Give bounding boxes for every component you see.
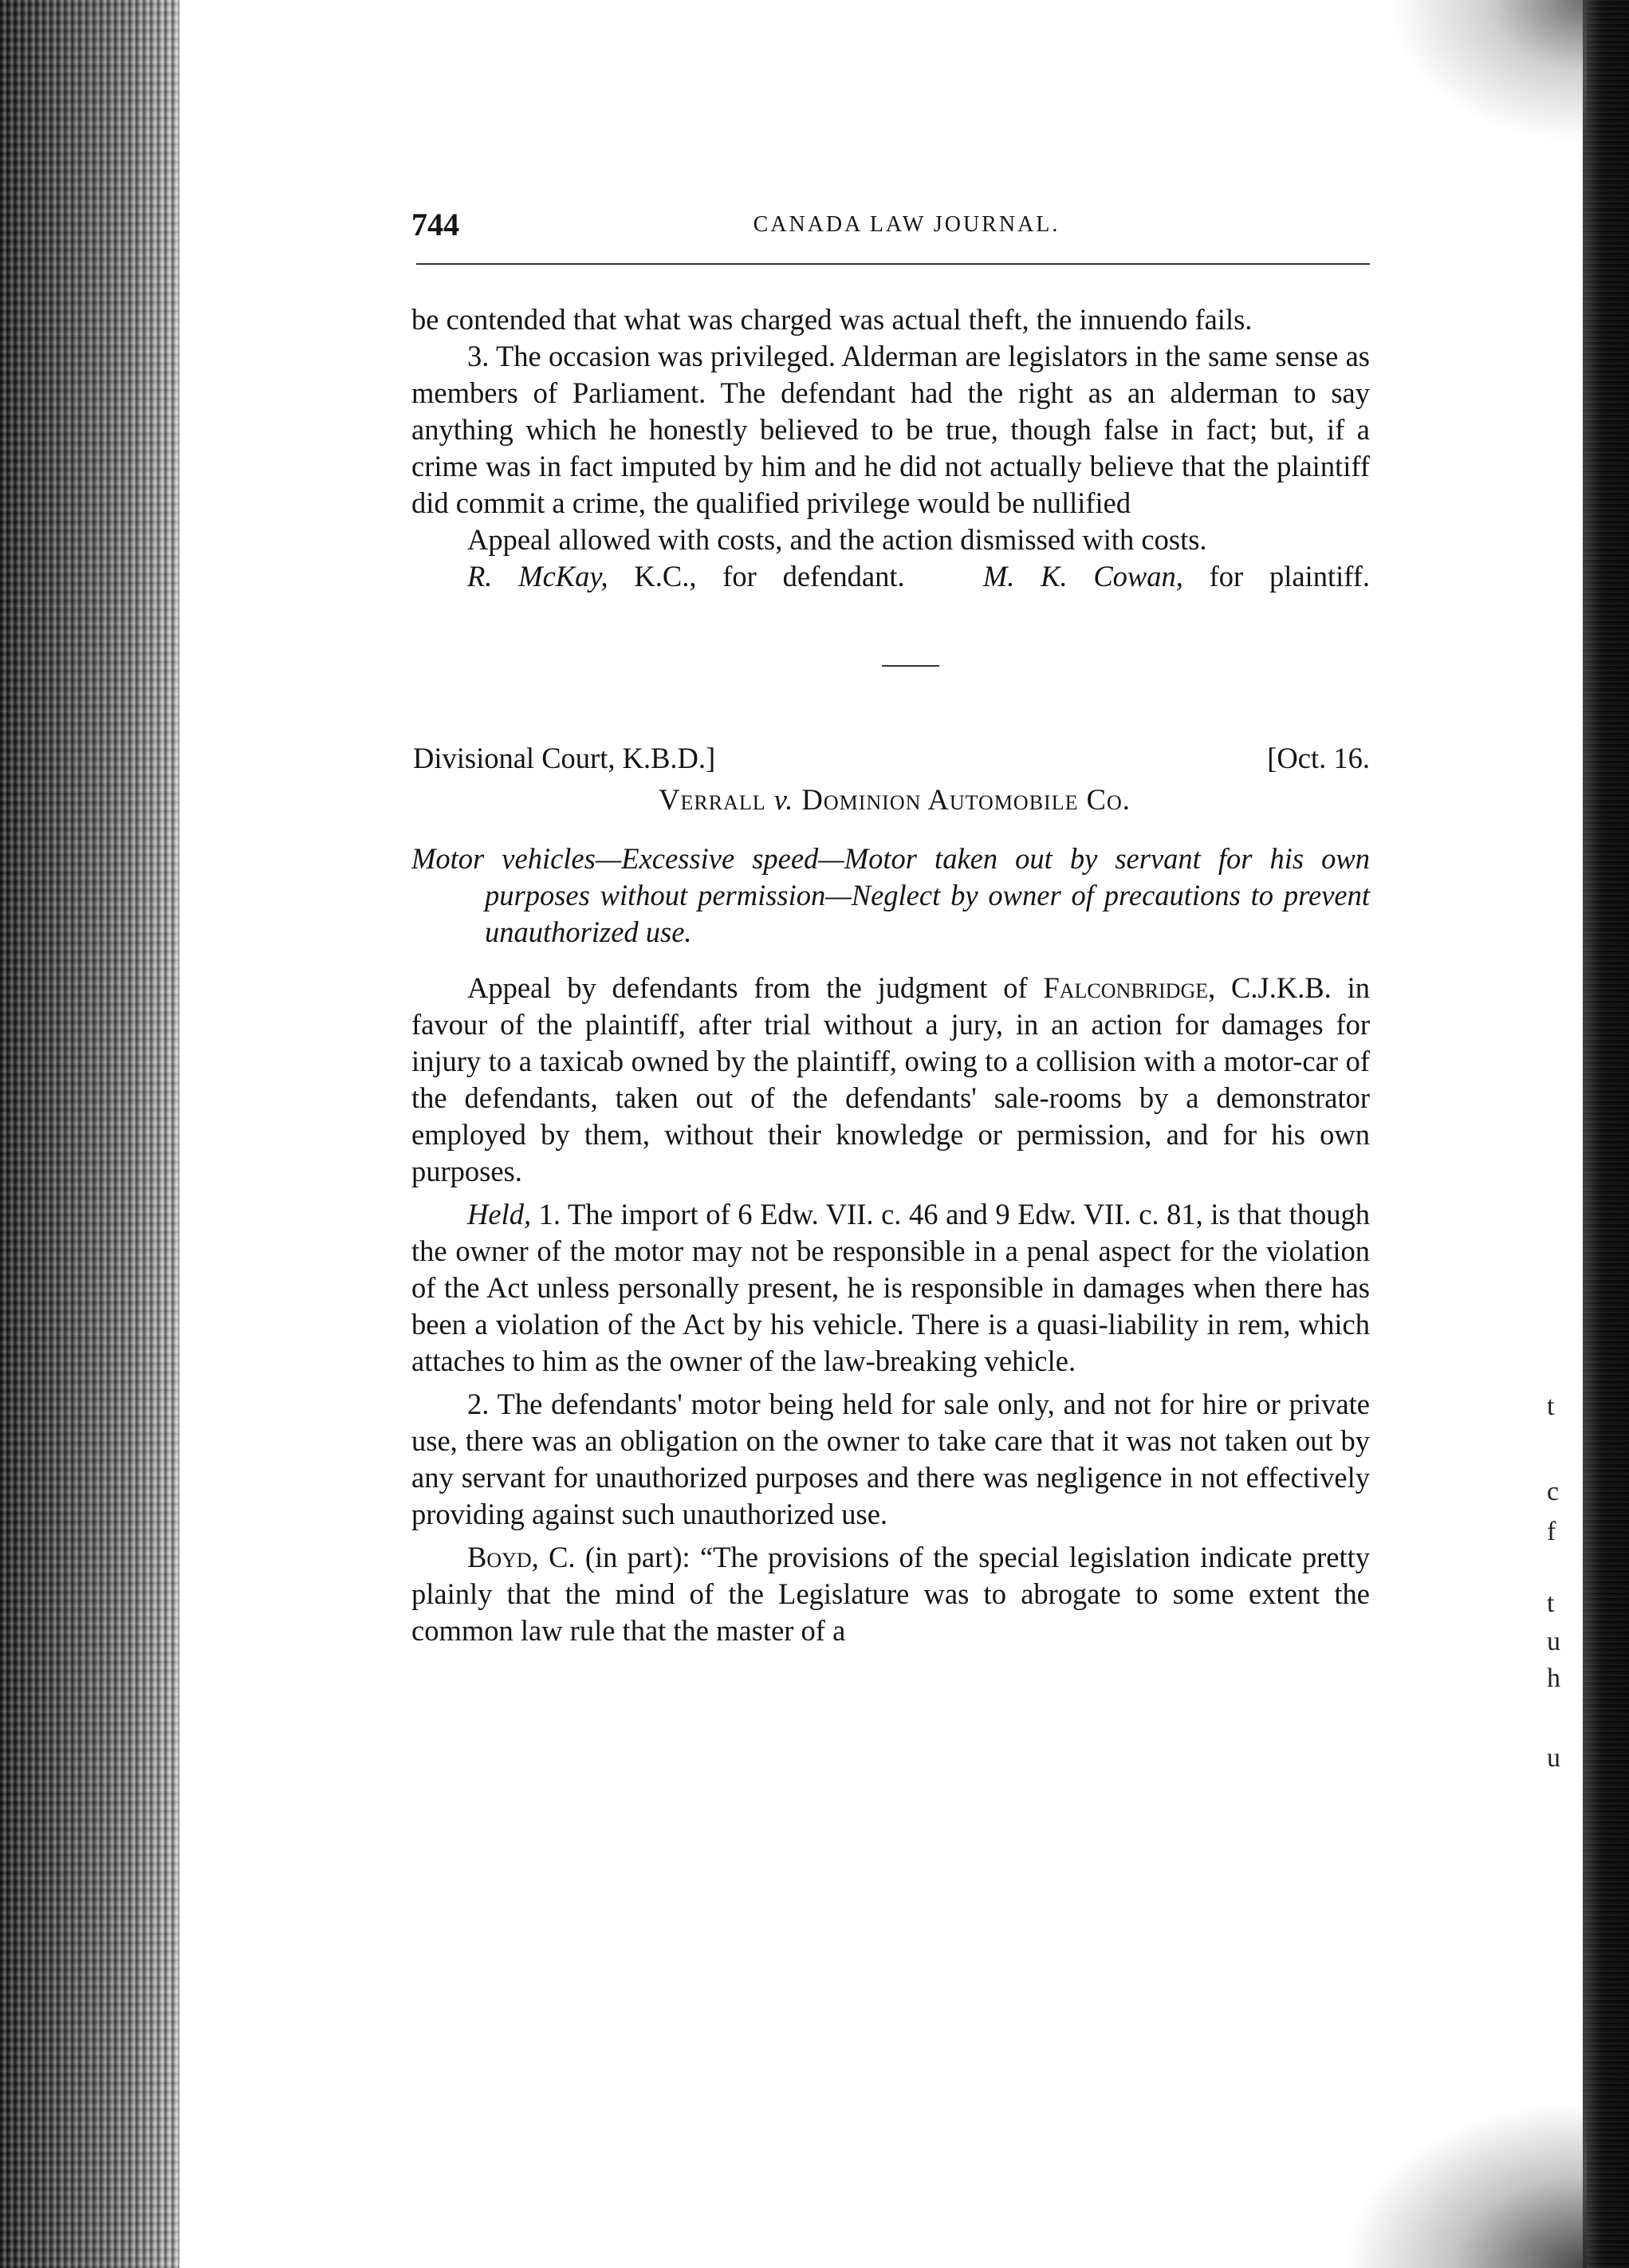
case-versus: v. — [765, 783, 802, 816]
judgment-text: (in part): “The provisions of the special legislation indicate pretty plainly that the mind of the Legislature was to abrogate to some extent the common law rule that the master of a — [411, 1541, 1370, 1647]
running-head: CANADA LAW JOURNAL. — [753, 212, 1060, 237]
appeal-text-cont: C.J.K.B. in favour of the plaintiff, after trial without a jury, in an action for damages for injury to a taxicab owned by the plaintiff, owing to a collision with a motor-car of the defendants, taken out of the defendants' sale-rooms by a demonstrator employed by them, without their knowledge or permission, and for his own purposes. — [411, 971, 1370, 1187]
case-party-plaintiff: Verrall — [659, 783, 766, 816]
trial-judge: Falconbridge, — [1043, 971, 1216, 1004]
court-name: Divisional Court, K.B.D.] — [413, 742, 716, 774]
counsel-defendant-name: R. McKay, — [467, 560, 608, 593]
judge-name: Boyd, C. — [467, 1541, 576, 1573]
held-paragraph-1 — [411, 1196, 1370, 1380]
prev-case-disposition: Appeal allowed with costs, and the action dismissed with costs. — [467, 523, 1207, 556]
body-column — [411, 301, 1370, 1649]
prev-case-paragraph: 3. The occasion was privileged. Alderman are legislators in the same sense as members of Parliament. The defendant had the right as an alderman to say anything which he honestly believed to be true, though false in fact; but, if a crime was in fact imputed by him and he did not actually believe that the plaintiff did commit a crime, the qualified privilege would be nullified — [411, 340, 1370, 519]
bleed-letter: u — [1547, 1627, 1560, 1656]
header-rule — [416, 263, 1370, 265]
appeal-paragraph — [411, 970, 1370, 1190]
headnote — [411, 841, 1370, 951]
held-text-1: 1. The import of 6 Edw. VII. c. 46 and 9 Edw. VII. c. 81, is that though the owner of the motor may not be responsible in a penal aspect for the violation of the Act unless personally present, he is responsible in damages when there has been a violation of the Act by his vehicle. There is a quasi-liability in rem, which attaches to him as the owner of the law-breaking vehicle. — [411, 1198, 1370, 1377]
held-label: Held, — [467, 1198, 532, 1230]
bleed-letter: u — [1547, 1743, 1560, 1773]
held-paragraph-2: 2. The defendants' motor being held for sale only, and not for hire or private use, there was an obligation on the owner to take care that it was not taken out by any servant for unauthorized purposes and there was negligence in not effectively providing against such unauthorized use. — [411, 1388, 1370, 1530]
prev-case-paragraph: be contended that what was charged was actual theft, the innuendo fails. — [411, 303, 1253, 336]
case-title — [411, 782, 1370, 818]
counsel-defendant-role: K.C., for defendant. — [608, 560, 905, 593]
counsel-plaintiff-role: for plaintiff. — [1182, 560, 1370, 593]
case-date: [Oct. 16. — [1267, 742, 1370, 774]
bleed-letter: t — [1547, 1392, 1555, 1421]
bleed-letter: f — [1547, 1517, 1556, 1546]
bleed-letter: h — [1547, 1664, 1560, 1693]
case-party-defendant: Dominion Automobile Co. — [801, 783, 1131, 816]
page-header — [411, 206, 1370, 246]
bleed-letter: t — [1547, 1589, 1555, 1618]
judgment-quote — [411, 1539, 1370, 1649]
appeal-text: Appeal by defendants from the judgment of — [467, 971, 1044, 1004]
section-divider — [882, 665, 939, 667]
page-number: 744 — [411, 207, 459, 242]
bleed-letter: c — [1547, 1477, 1560, 1506]
counsel-line — [411, 558, 1370, 595]
headnote-text: Motor vehicles—Excessive speed—Motor taken out by servant for his own purposes without permission—Neglect by owner of precautions to prevent unauthorized use. — [411, 842, 1370, 948]
court-line — [411, 740, 1370, 777]
counsel-plaintiff-name: M. K. Cowan, — [982, 560, 1183, 593]
